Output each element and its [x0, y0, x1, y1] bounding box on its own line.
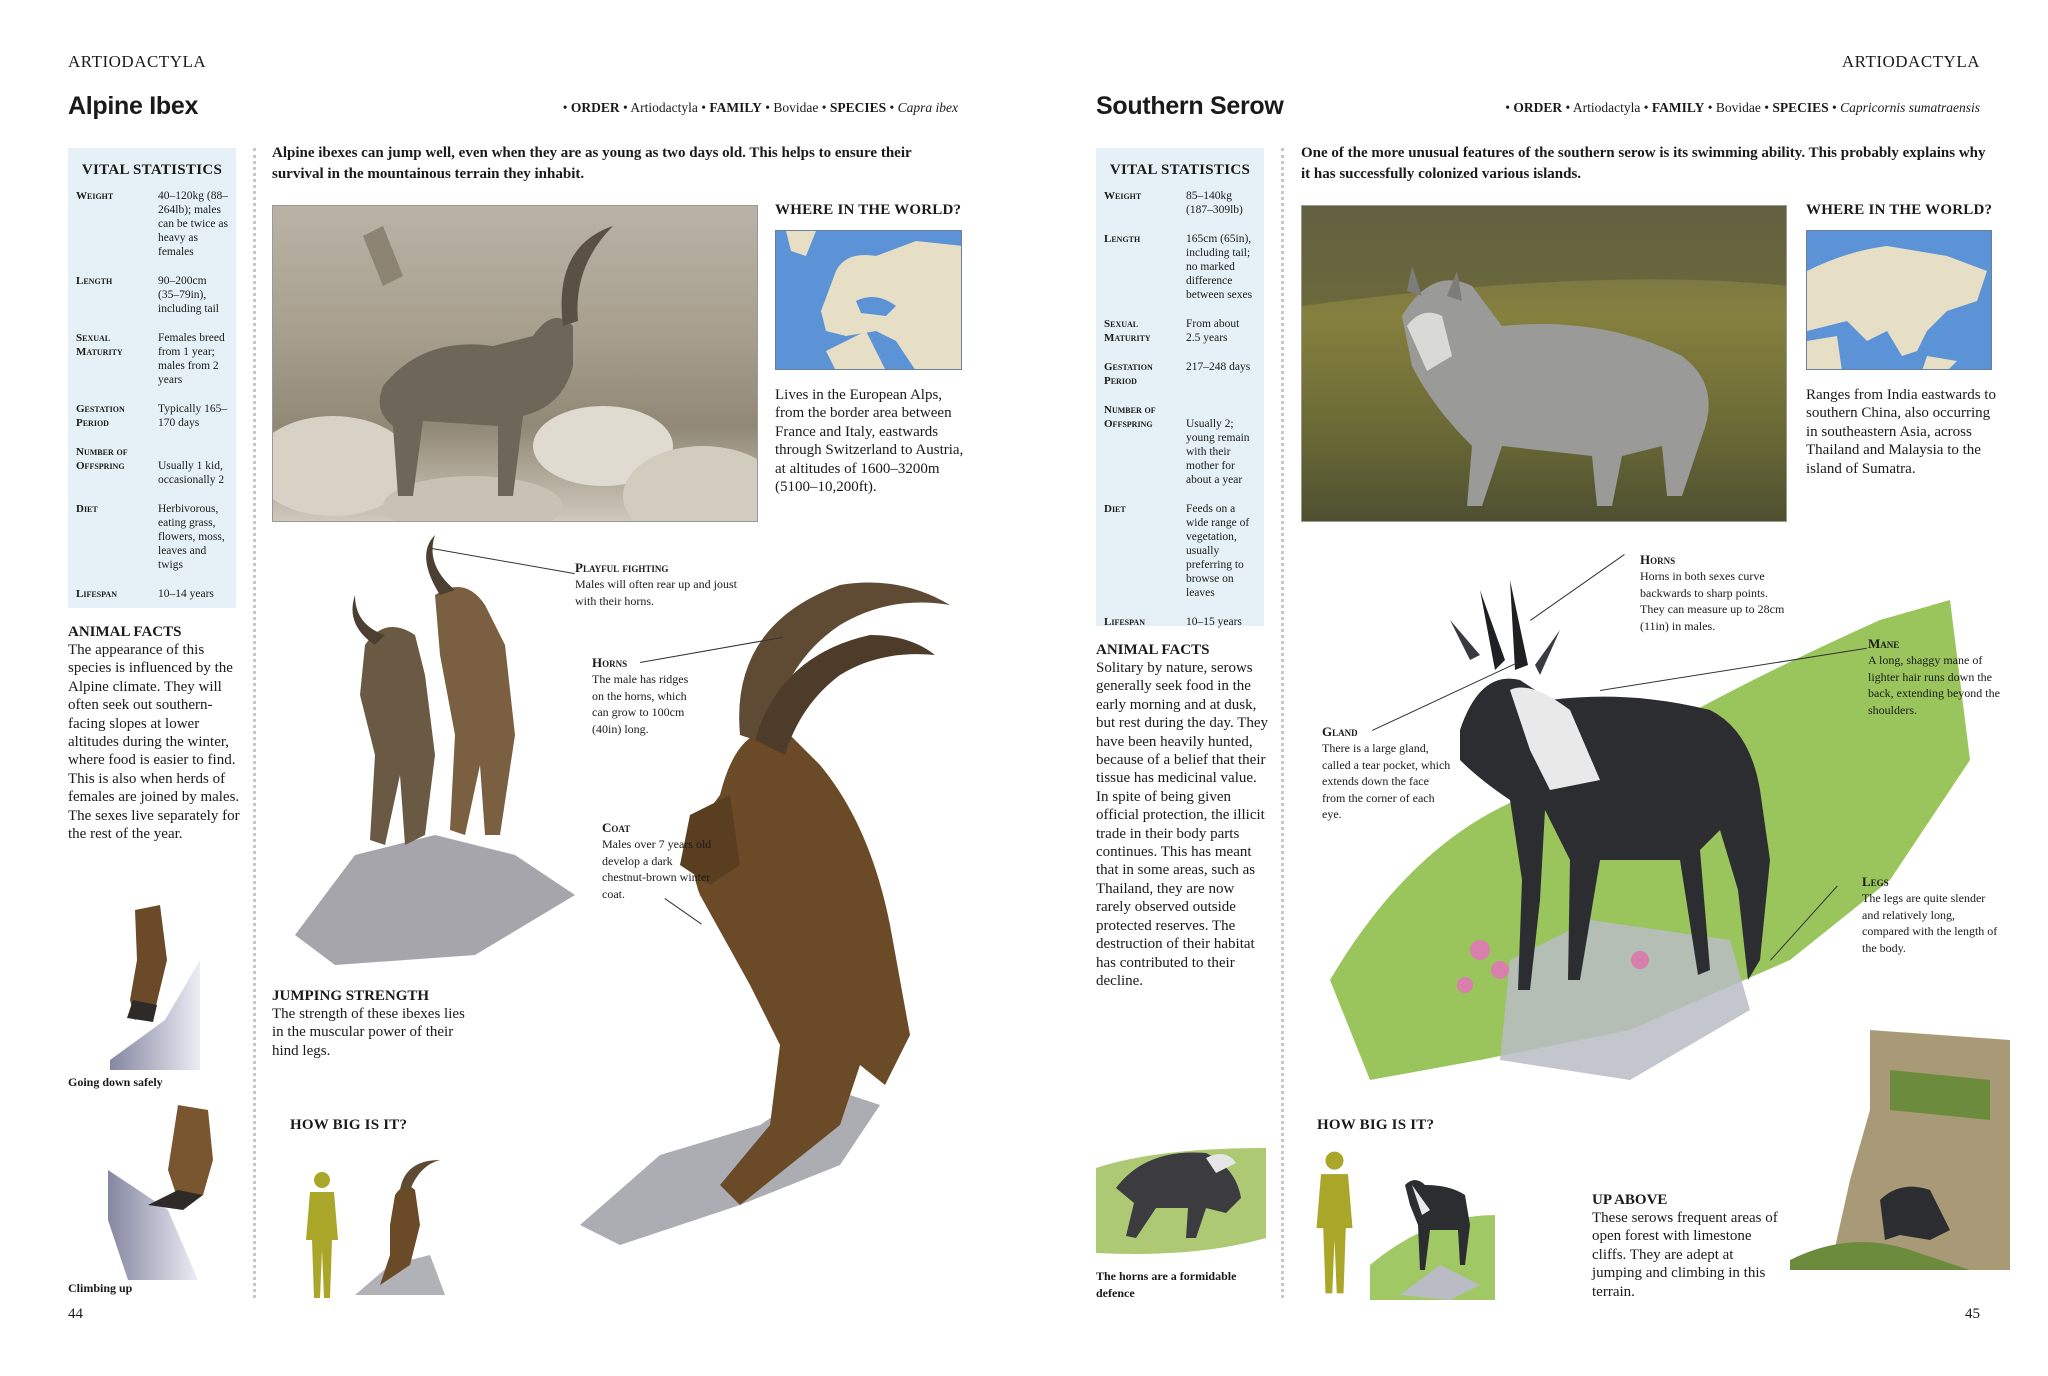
animal-facts-text: Solitary by nature, serows generally seek food in the early morning and at dusk, but rest during the day. They have been heavily hunted, because of a belief that their tissue has medicinal value. In spite of being given official protection, the illicit trade in their body parts continues. This has meant that in some areas, such as Thailand, they are now rarely observed outside protected reserves. The destruction of their habitat has contributed to their decline.: [1096, 660, 1269, 989]
where-in-world-text: Lives in the European Alps, from the border area between France and Italy, eastwards through Switzerland to Austria, at altitudes of 1600–3200m (5100–10,200ft).: [775, 387, 964, 496]
callout-mane: Mane A long, shaggy mane of lighter hair runs down the back, extending beyond the shoulders.: [1868, 636, 2000, 717]
stat-row: Sexual Maturity Females breed from 1 year; males from 2 years: [76, 332, 225, 386]
animal-facts-title: ANIMAL FACTS: [1096, 642, 1210, 658]
animal-facts: [68, 624, 243, 843]
vital-statistics-title: VITAL STATISTICS: [1109, 162, 1251, 178]
caption-horns-defence: The horns are a formidable defence: [1096, 1269, 1237, 1300]
asia-range-map: [1806, 230, 1992, 370]
serow-size-illustration: [1370, 1155, 1495, 1300]
page-title: Alpine Ibex: [68, 92, 199, 120]
europe-range-map: [775, 230, 962, 370]
page-number: 45: [1965, 1306, 1980, 1322]
callout-gland: Gland There is a large gland, called a tear pocket, which extends down the face from the corner of each eye.: [1322, 724, 1451, 821]
stat-row: Diet Feeds on a wide range of vegetation, usually preferring to browse on leaves: [1104, 503, 1250, 599]
animal-facts: [1096, 642, 1271, 990]
hoof-descending-illustration: [105, 900, 205, 1070]
stat-row: Lifespan 10–15 years: [1104, 616, 1242, 628]
animal-facts-title: ANIMAL FACTS: [68, 624, 182, 640]
stat-row: Sexual Maturity From about 2.5 years: [1104, 318, 1240, 344]
caption-climbing-up: Climbing up: [68, 1281, 133, 1295]
stat-row: Lifespan 10–14 years: [76, 588, 214, 600]
caption-going-down: Going down safely: [68, 1075, 163, 1089]
stat-row: Weight 85–140kg (187–309lb): [1104, 190, 1243, 216]
callout-playful-fighting: Playful fighting Males will often rear up and joust with their horns.: [575, 560, 737, 608]
serow-defence-illustration: [1096, 1128, 1266, 1258]
jumping-strength: JUMPING STRENGTH The strength of these ibexes lies in the muscular power of their hind legs.: [272, 988, 465, 1059]
animal-facts-text: The appearance of this species is influenced by the Alpine climate. They will often seek out southern-facing slopes at lower altitudes during the winter, where food is easier to find. This is also when herds of females are joined by males. The sexes live separately for the rest of the year.: [68, 642, 240, 843]
callout-coat: Coat Males over 7 years old develop a dark chestnut-brown winter coat.: [602, 820, 712, 901]
stat-row: Length 90–200cm (35–79in), including tail: [76, 275, 220, 315]
stat-row: Weight 40–120kg (88–264lb); males can be twice as heavy as females: [76, 190, 228, 258]
how-big-title: HOW BIG IS IT?: [1317, 1117, 1435, 1133]
intro-text: Alpine ibexes can jump well, even when they are as young as two days old. This helps to ensure their survival in the mountainous terrain they inhabit.: [272, 145, 912, 182]
callout-horns: Horns Horns in both sexes curve backwards to sharp points. They can measure up to 28cm (11in) in males.: [1640, 552, 1785, 633]
fighting-ibexes-illustration: [275, 535, 585, 965]
ibex-size-illustration: [350, 1155, 450, 1300]
stat-row: Diet Herbivorous, eating grass, flowers, moss, leaves and twigs: [76, 503, 225, 571]
stat-row: Gestation Period 217–248 days: [1104, 361, 1251, 387]
hoof-climbing-illustration: [108, 1100, 218, 1280]
vital-statistics-title: VITAL STATISTICS: [81, 162, 223, 178]
stat-row: Length 165cm (65in), including tail; no marked difference between sexes: [1104, 233, 1253, 301]
stat-row: Number of Offspring Usually 2; young remain with their mother for about a year: [1104, 404, 1250, 486]
column-divider: [253, 148, 256, 1298]
stat-row: Number of Offspring Usually 1 kid, occasionally 2: [76, 446, 225, 486]
where-in-world-title: WHERE IN THE WORLD?: [1806, 202, 1993, 218]
ibex-photo: [272, 205, 758, 522]
taxonomy-line: • ORDER • Artiodactyla • FAMILY • Bovidae • SPECIES • Capricornis sumatraensis: [1505, 100, 1980, 115]
page-number: 44: [68, 1306, 83, 1322]
running-head: ARTIODACTYLA: [68, 52, 207, 71]
serow-photo: [1301, 205, 1787, 522]
human-silhouette-icon: [1312, 1145, 1357, 1300]
human-silhouette-icon: [302, 1170, 342, 1300]
stat-row: Gestation Period Typically 165–170 days: [76, 403, 228, 429]
where-in-world-text: Ranges from India eastwards to southern China, also occurring in southeastern Asia, across Thailand and Malaysia to the island of Sumatra.: [1806, 387, 1996, 477]
taxonomy-line: • ORDER • Artiodactyla • FAMILY • Bovidae • SPECIES • Capra ibex: [562, 100, 958, 115]
column-divider: [1281, 148, 1284, 1298]
vital-statistics-box: [1096, 148, 1264, 626]
up-above: UP ABOVE These serows frequent areas of open forest with limestone cliffs. They are adept at jumping and climbing in this terrain.: [1592, 1192, 1778, 1300]
running-head: ARTIODACTYLA: [1841, 52, 1980, 71]
page-title: Southern Serow: [1096, 92, 1284, 120]
callout-legs: Legs The legs are quite slender and relatively long, compared with the length of the body.: [1862, 874, 1998, 955]
serow-cliff-illustration: [1790, 1030, 2010, 1270]
where-in-world-title: WHERE IN THE WORLD?: [775, 202, 962, 218]
callout-horns: Horns The male has ridges on the horns, which can grow to 100cm (40in) long.: [592, 655, 689, 736]
how-big-title: HOW BIG IS IT?: [290, 1117, 408, 1133]
vital-statistics-box: [68, 148, 236, 608]
intro-text: One of the more unusual features of the southern serow is its swimming ability. This probably explains why it has successfully colonized various islands.: [1301, 145, 1986, 182]
